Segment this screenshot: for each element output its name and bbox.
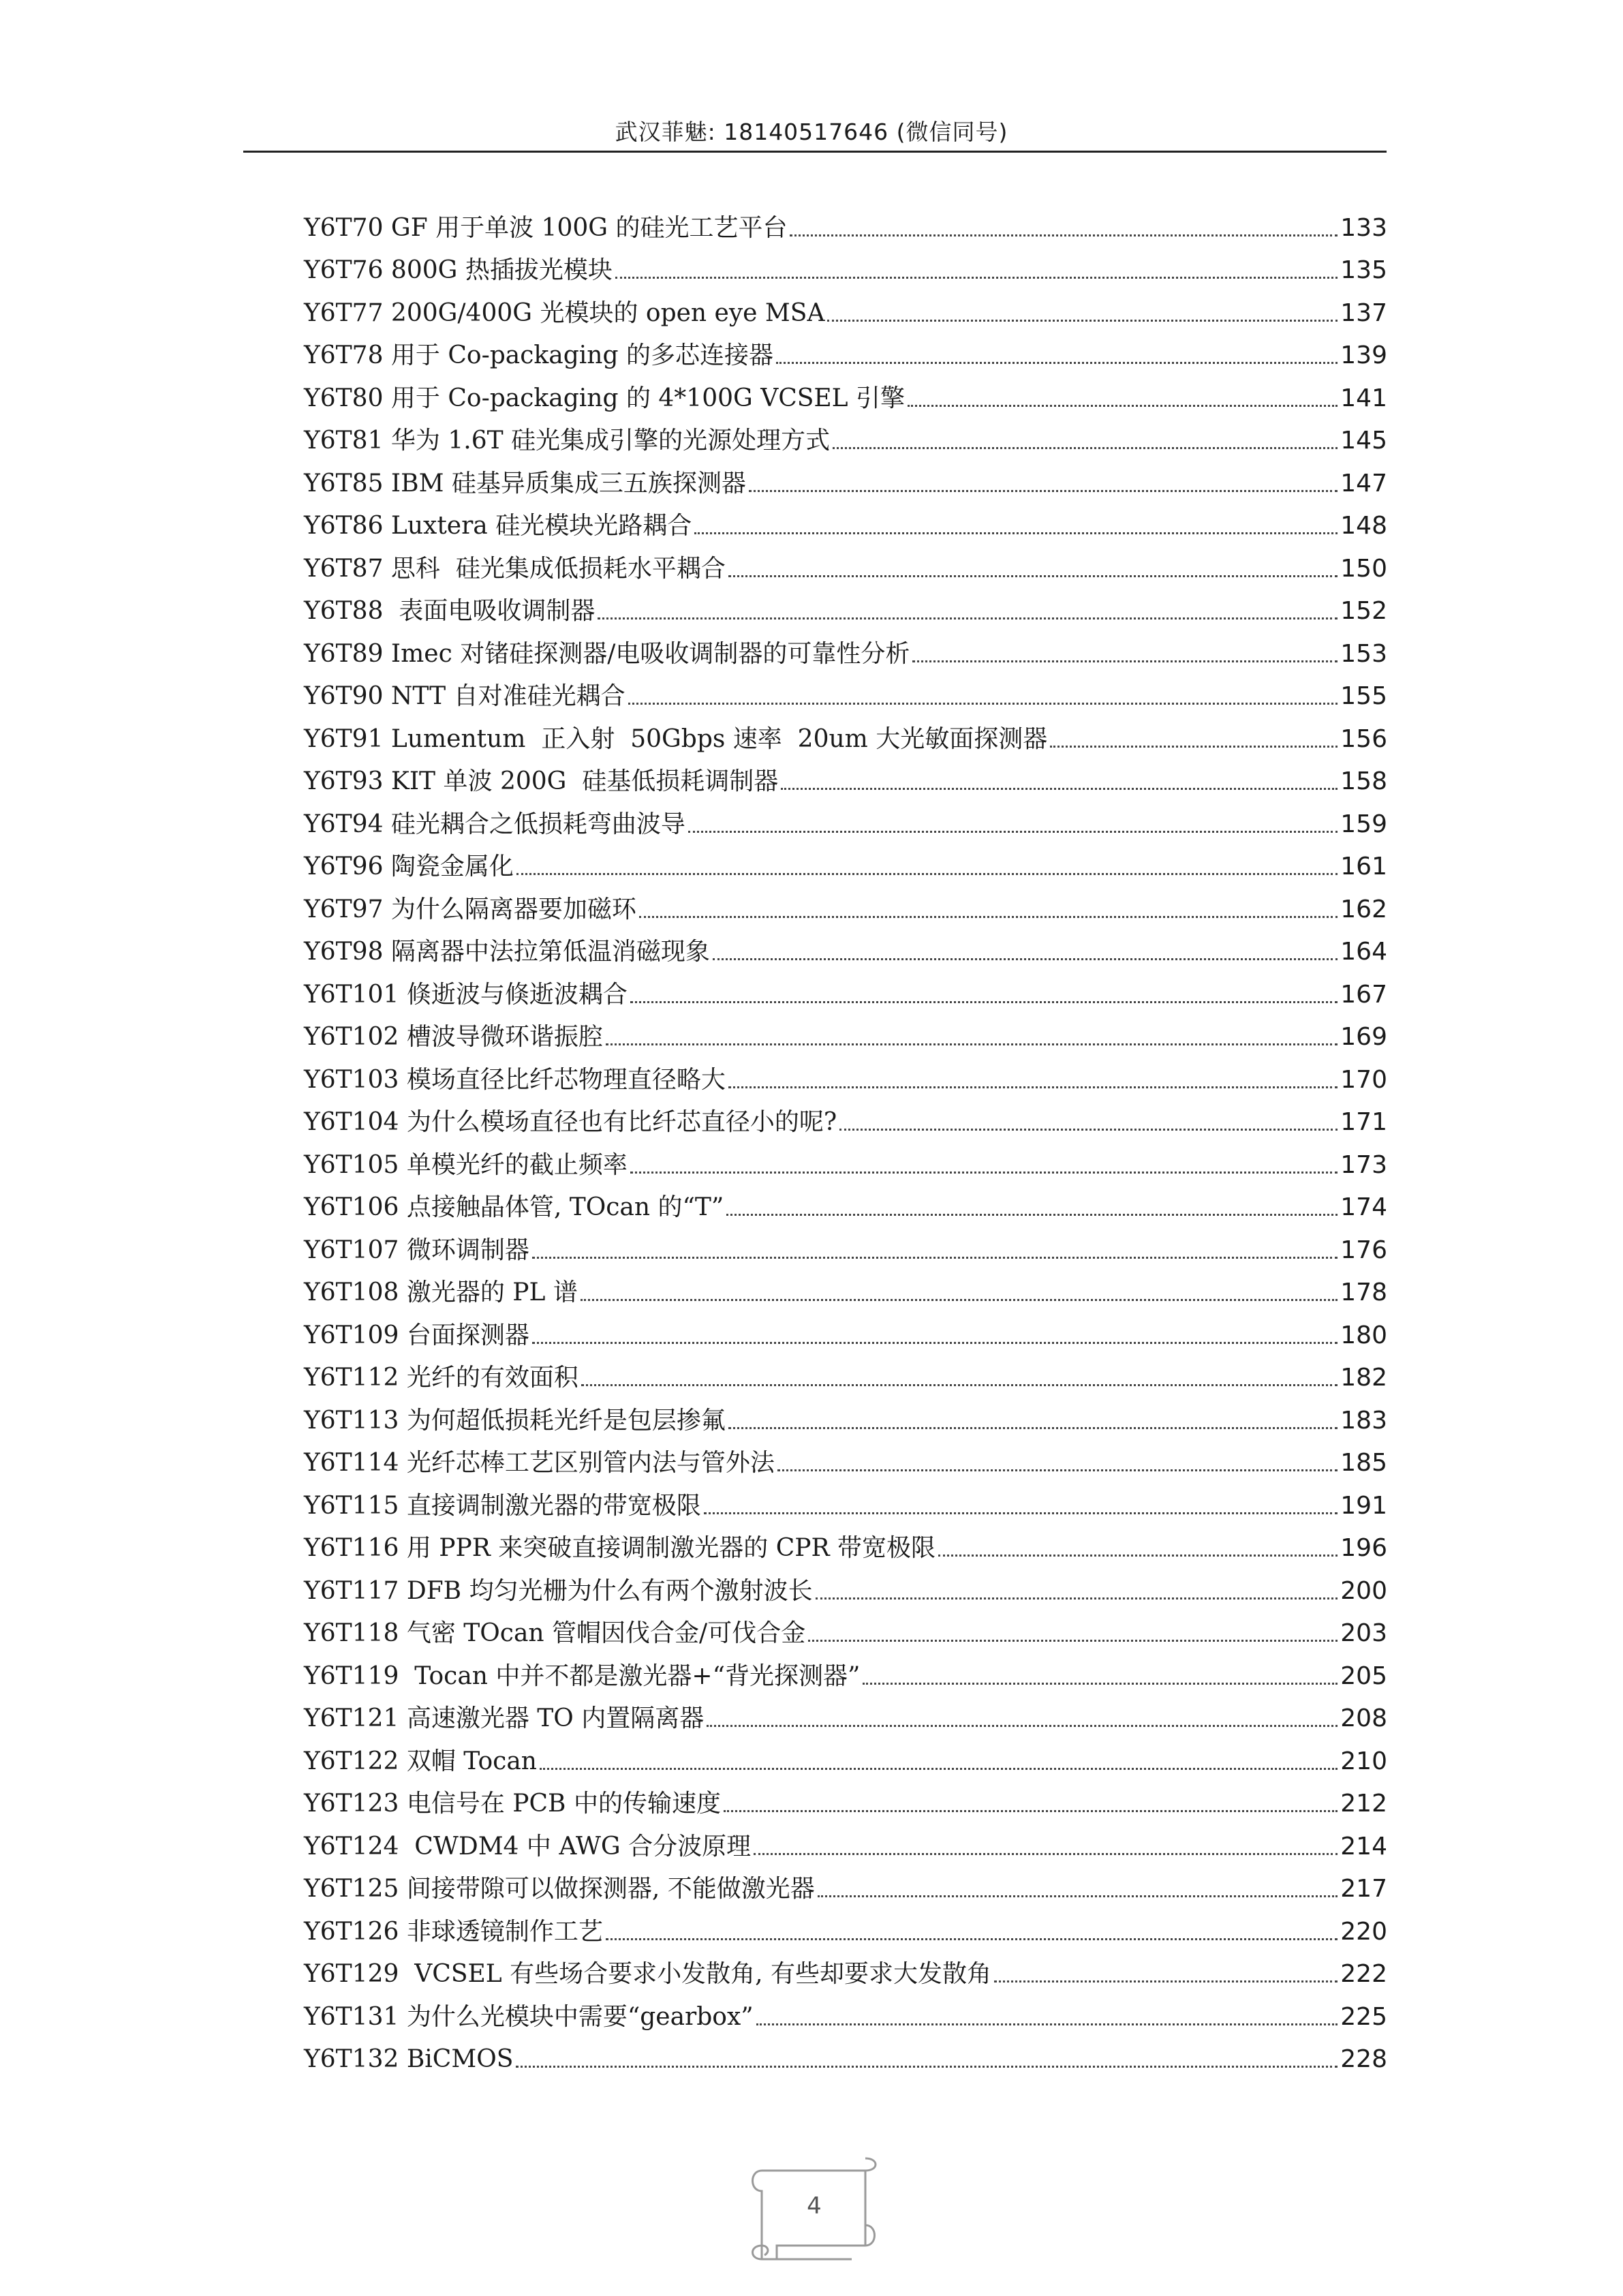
toc-entry-title: Y6T97 为什么隔离器要加磁环 [304, 895, 636, 923]
toc-entry-page: 150 [1340, 554, 1387, 583]
toc-dot-leader [790, 234, 1338, 236]
toc-entry[interactable] [304, 1520, 1387, 1563]
toc-entry-title: Y6T88 表面电吸收调制器 [304, 597, 596, 625]
toc-entry-title: Y6T118 气密 TOcan 管帽因伐合金/可伐合金 [304, 1619, 806, 1647]
toc-entry[interactable] [304, 1477, 1387, 1520]
toc-entry-page: 171 [1340, 1108, 1387, 1136]
toc-entry-page: 155 [1340, 682, 1387, 710]
toc-entry-title: Y6T89 Imec 对锗硅探测器/电吸收调制器的可靠性分析 [304, 639, 910, 668]
toc-dot-leader [724, 1810, 1338, 1812]
toc-entry-title: Y6T87 思科 硅光集成低损耗水平耦合 [304, 554, 726, 583]
toc-entry-page: 141 [1340, 384, 1387, 412]
toc-dot-leader [863, 1683, 1338, 1685]
toc-entry[interactable] [304, 1732, 1387, 1775]
toc-entry-title: Y6T91 Lumentum 正入射 50Gbps 速率 20um 大光敏面探测器 [304, 724, 1048, 753]
page-footer-scroll [743, 2143, 893, 2273]
toc-entry-title: Y6T93 KIT 单波 200G 硅基低损耗调制器 [304, 767, 779, 795]
toc-entry-page: 217 [1340, 1875, 1387, 1903]
toc-entry-title: Y6T96 陶瓷金属化 [304, 853, 514, 881]
toc-entry-title: Y6T126 非球透镜制作工艺 [304, 1917, 603, 1946]
toc-entry-page: 203 [1340, 1619, 1387, 1647]
toc-entry[interactable] [304, 1221, 1387, 1264]
toc-dot-leader [581, 1299, 1338, 1301]
toc-entry-page: 205 [1340, 1662, 1387, 1690]
toc-entry-page: 183 [1340, 1406, 1387, 1435]
toc-dot-leader [639, 916, 1338, 918]
toc-entry-title: Y6T108 激光器的 PL 谱 [304, 1279, 578, 1306]
toc-dot-leader [833, 447, 1338, 449]
toc-entry[interactable] [304, 923, 1387, 966]
toc-dot-leader [532, 1342, 1338, 1344]
toc-entry-page: 147 [1340, 469, 1387, 498]
toc-entry[interactable] [304, 242, 1387, 285]
toc-entry-title: Y6T113 为何超低损耗光纤是包层掺氟 [304, 1406, 726, 1435]
toc-entry-title: Y6T78 用于 Co-packaging 的多芯连接器 [304, 341, 773, 369]
toc-entry-title: Y6T129 VCSEL 有些场合要求小发散角, 有些却要求大发散角 [304, 1960, 992, 1988]
table-of-contents [304, 199, 1387, 2073]
toc-entry-title: Y6T70 GF 用于单波 100G 的硅光工艺平台 [304, 213, 788, 242]
toc-entry-page: 176 [1340, 1236, 1387, 1264]
toc-dot-leader [816, 1597, 1338, 1599]
toc-entry[interactable] [304, 498, 1387, 540]
toc-entry-title: Y6T85 IBM 硅基异质集成三五族探测器 [304, 469, 746, 498]
toc-entry[interactable] [304, 1264, 1387, 1307]
toc-dot-leader [938, 1555, 1338, 1557]
toc-entry-page: 161 [1340, 853, 1387, 881]
toc-dot-leader [777, 1469, 1338, 1471]
toc-entry-title: Y6T106 点接触晶体管, TOcan 的“T” [304, 1193, 724, 1221]
toc-entry-page: 220 [1340, 1917, 1387, 1946]
toc-entry-title: Y6T101 倏逝波与倏逝波耦合 [304, 980, 628, 1009]
toc-entry-title: Y6T124 CWDM4 中 AWG 合分波原理 [304, 1832, 752, 1861]
toc-entry-page: 225 [1340, 2002, 1387, 2031]
toc-entry[interactable] [304, 583, 1387, 626]
toc-entry-page: 191 [1340, 1491, 1387, 1520]
toc-dot-leader [776, 362, 1338, 364]
toc-entry-page: 153 [1340, 639, 1387, 668]
toc-entry[interactable] [304, 1179, 1387, 1222]
page-number: 4 [807, 2192, 822, 2220]
toc-dot-leader [688, 831, 1338, 833]
toc-entry-page: 208 [1340, 1704, 1387, 1732]
toc-dot-leader [728, 1427, 1338, 1429]
toc-dot-leader [749, 490, 1338, 492]
toc-entry[interactable] [304, 327, 1387, 370]
toc-dot-leader [628, 703, 1338, 705]
toc-entry[interactable] [304, 881, 1387, 923]
toc-dot-leader [781, 788, 1338, 790]
toc-dot-leader [827, 320, 1338, 322]
toc-dot-leader [630, 1001, 1338, 1003]
header-divider [243, 151, 1387, 153]
toc-entry-title: Y6T102 槽波导微环谐振腔 [304, 1023, 603, 1051]
toc-entry[interactable] [304, 838, 1387, 881]
toc-entry[interactable] [304, 2031, 1387, 2074]
toc-entry-title: Y6T76 800G 热插拔光模块 [304, 256, 613, 284]
toc-entry-title: Y6T123 电信号在 PCB 中的传输速度 [304, 1790, 721, 1818]
toc-entry[interactable] [304, 540, 1387, 583]
toc-entry[interactable] [304, 369, 1387, 412]
toc-entry[interactable] [304, 1009, 1387, 1052]
toc-dot-leader [516, 873, 1338, 875]
toc-entry-page: 162 [1340, 895, 1387, 923]
toc-entry-page: 210 [1340, 1747, 1387, 1775]
toc-entry-page: 137 [1340, 299, 1387, 327]
toc-entry-page: 182 [1340, 1364, 1387, 1392]
toc-entry-page: 145 [1340, 427, 1387, 455]
toc-entry-title: Y6T103 模场直径比纤芯物理直径略大 [304, 1065, 726, 1094]
toc-entry-page: 222 [1340, 1960, 1387, 1988]
toc-entry-title: Y6T112 光纤的有效面积 [304, 1364, 578, 1392]
toc-entry[interactable] [304, 199, 1387, 242]
toc-entry[interactable] [304, 1306, 1387, 1349]
toc-entry-page: 200 [1340, 1576, 1387, 1605]
toc-entry[interactable] [304, 1775, 1387, 1818]
toc-dot-leader [581, 1384, 1338, 1386]
toc-entry-page: 164 [1340, 938, 1387, 966]
toc-dot-leader [818, 1895, 1338, 1897]
page-header: 武汉菲魅: 18140517646 (微信同号) [615, 119, 1008, 145]
toc-dot-leader [754, 1853, 1338, 1855]
toc-entry[interactable] [304, 1562, 1387, 1605]
toc-dot-leader [704, 1512, 1338, 1514]
toc-dot-leader [808, 1640, 1338, 1642]
toc-entry-page: 212 [1340, 1790, 1387, 1818]
toc-entry[interactable] [304, 1349, 1387, 1392]
toc-entry-title: Y6T86 Luxtera 硅光模块光路耦合 [304, 512, 692, 540]
toc-dot-leader [694, 532, 1338, 534]
toc-dot-leader [540, 1768, 1338, 1770]
toc-entry-page: 196 [1340, 1534, 1387, 1562]
toc-entry-title: Y6T98 隔离器中法拉第低温消磁现象 [304, 938, 710, 966]
toc-entry-page: 139 [1340, 341, 1387, 369]
toc-entry[interactable] [304, 1946, 1387, 1989]
toc-entry-page: 156 [1340, 724, 1387, 753]
toc-dot-leader [713, 958, 1338, 960]
toc-entry[interactable] [304, 1094, 1387, 1137]
toc-entry[interactable] [304, 1690, 1387, 1733]
toc-entry-page: 228 [1340, 2045, 1387, 2073]
toc-entry-page: 159 [1340, 810, 1387, 838]
toc-entry[interactable] [304, 753, 1387, 796]
toc-dot-leader [912, 660, 1338, 662]
toc-dot-leader [606, 1938, 1338, 1940]
toc-entry-page: 170 [1340, 1065, 1387, 1094]
toc-entry-page: 158 [1340, 767, 1387, 795]
toc-entry-page: 178 [1340, 1279, 1387, 1306]
toc-entry[interactable] [304, 1392, 1387, 1435]
toc-entry[interactable] [304, 1861, 1387, 1903]
toc-dot-leader [630, 1172, 1338, 1174]
toc-entry-title: Y6T132 BiCMOS [304, 2045, 514, 2073]
toc-entry[interactable] [304, 1136, 1387, 1179]
toc-entry[interactable] [304, 284, 1387, 327]
toc-entry-page: 152 [1340, 597, 1387, 625]
toc-entry[interactable] [304, 1903, 1387, 1946]
toc-entry-page: 167 [1340, 980, 1387, 1009]
toc-dot-leader [726, 1214, 1338, 1216]
toc-entry-title: Y6T119 Tocan 中并不都是激光器+“背光探测器” [304, 1662, 861, 1690]
toc-dot-leader [908, 405, 1338, 407]
toc-entry-title: Y6T116 用 PPR 来突破直接调制激光器的 CPR 带宽极限 [304, 1534, 936, 1562]
toc-entry[interactable] [304, 1988, 1387, 2031]
toc-entry-title: Y6T107 微环调制器 [304, 1236, 529, 1264]
toc-entry-title: Y6T104 为什么模场直径也有比纤芯直径小的呢? [304, 1108, 837, 1136]
toc-dot-leader [728, 1086, 1338, 1088]
toc-entry-page: 169 [1340, 1023, 1387, 1051]
toc-entry-page: 174 [1340, 1193, 1387, 1221]
toc-entry-title: Y6T94 硅光耦合之低损耗弯曲波导 [304, 810, 685, 838]
toc-entry-title: Y6T131 为什么光模块中需要“gearbox” [304, 2002, 754, 2031]
toc-entry-page: 135 [1340, 256, 1387, 284]
toc-entry-title: Y6T105 单模光纤的截止频率 [304, 1150, 628, 1179]
toc-entry[interactable] [304, 455, 1387, 498]
toc-entry-page: 214 [1340, 1832, 1387, 1861]
toc-dot-leader [598, 617, 1338, 619]
toc-entry-title: Y6T122 双帽 Tocan [304, 1747, 537, 1775]
toc-dot-leader [1050, 746, 1338, 748]
toc-entry-title: Y6T80 用于 Co-packaging 的 4*100G VCSEL 引擎 [304, 384, 906, 412]
toc-entry-title: Y6T90 NTT 自对准硅光耦合 [304, 682, 625, 710]
toc-dot-leader [532, 1257, 1338, 1259]
toc-dot-leader [606, 1043, 1338, 1045]
toc-entry[interactable] [304, 412, 1387, 455]
toc-entry[interactable] [304, 1647, 1387, 1690]
toc-dot-leader [728, 575, 1338, 577]
toc-entry-page: 185 [1340, 1449, 1387, 1477]
toc-entry-title: Y6T81 华为 1.6T 硅光集成引擎的光源处理方式 [304, 427, 831, 455]
toc-entry-title: Y6T114 光纤芯棒工艺区别管内法与管外法 [304, 1449, 775, 1477]
toc-dot-leader [756, 2023, 1338, 2025]
toc-entry[interactable] [304, 625, 1387, 668]
toc-dot-leader [994, 1980, 1338, 1983]
toc-entry-page: 133 [1340, 213, 1387, 242]
toc-entry[interactable] [304, 1051, 1387, 1094]
toc-entry-title: Y6T77 200G/400G 光模块的 open eye MSA [304, 299, 825, 327]
toc-entry[interactable] [304, 966, 1387, 1009]
toc-entry-title: Y6T121 高速激光器 TO 内置隔离器 [304, 1704, 705, 1732]
toc-entry[interactable] [304, 1435, 1387, 1478]
toc-entry[interactable] [304, 795, 1387, 838]
toc-entry[interactable] [304, 668, 1387, 711]
toc-entry-title: Y6T125 间接带隙可以做探测器, 不能做激光器 [304, 1875, 815, 1903]
toc-entry[interactable] [304, 710, 1387, 753]
toc-dot-leader [707, 1725, 1338, 1727]
toc-entry-page: 148 [1340, 512, 1387, 540]
toc-entry-page: 173 [1340, 1150, 1387, 1179]
toc-dot-leader [615, 277, 1338, 279]
toc-dot-leader [839, 1129, 1338, 1131]
toc-entry-page: 180 [1340, 1321, 1387, 1349]
toc-entry[interactable] [304, 1605, 1387, 1648]
toc-entry-title: Y6T109 台面探测器 [304, 1321, 529, 1349]
toc-entry-title: Y6T115 直接调制激光器的带宽极限 [304, 1491, 701, 1520]
toc-entry-title: Y6T117 DFB 均匀光栅为什么有两个激射波长 [304, 1576, 813, 1605]
toc-dot-leader [516, 2066, 1338, 2068]
toc-entry[interactable] [304, 1818, 1387, 1861]
